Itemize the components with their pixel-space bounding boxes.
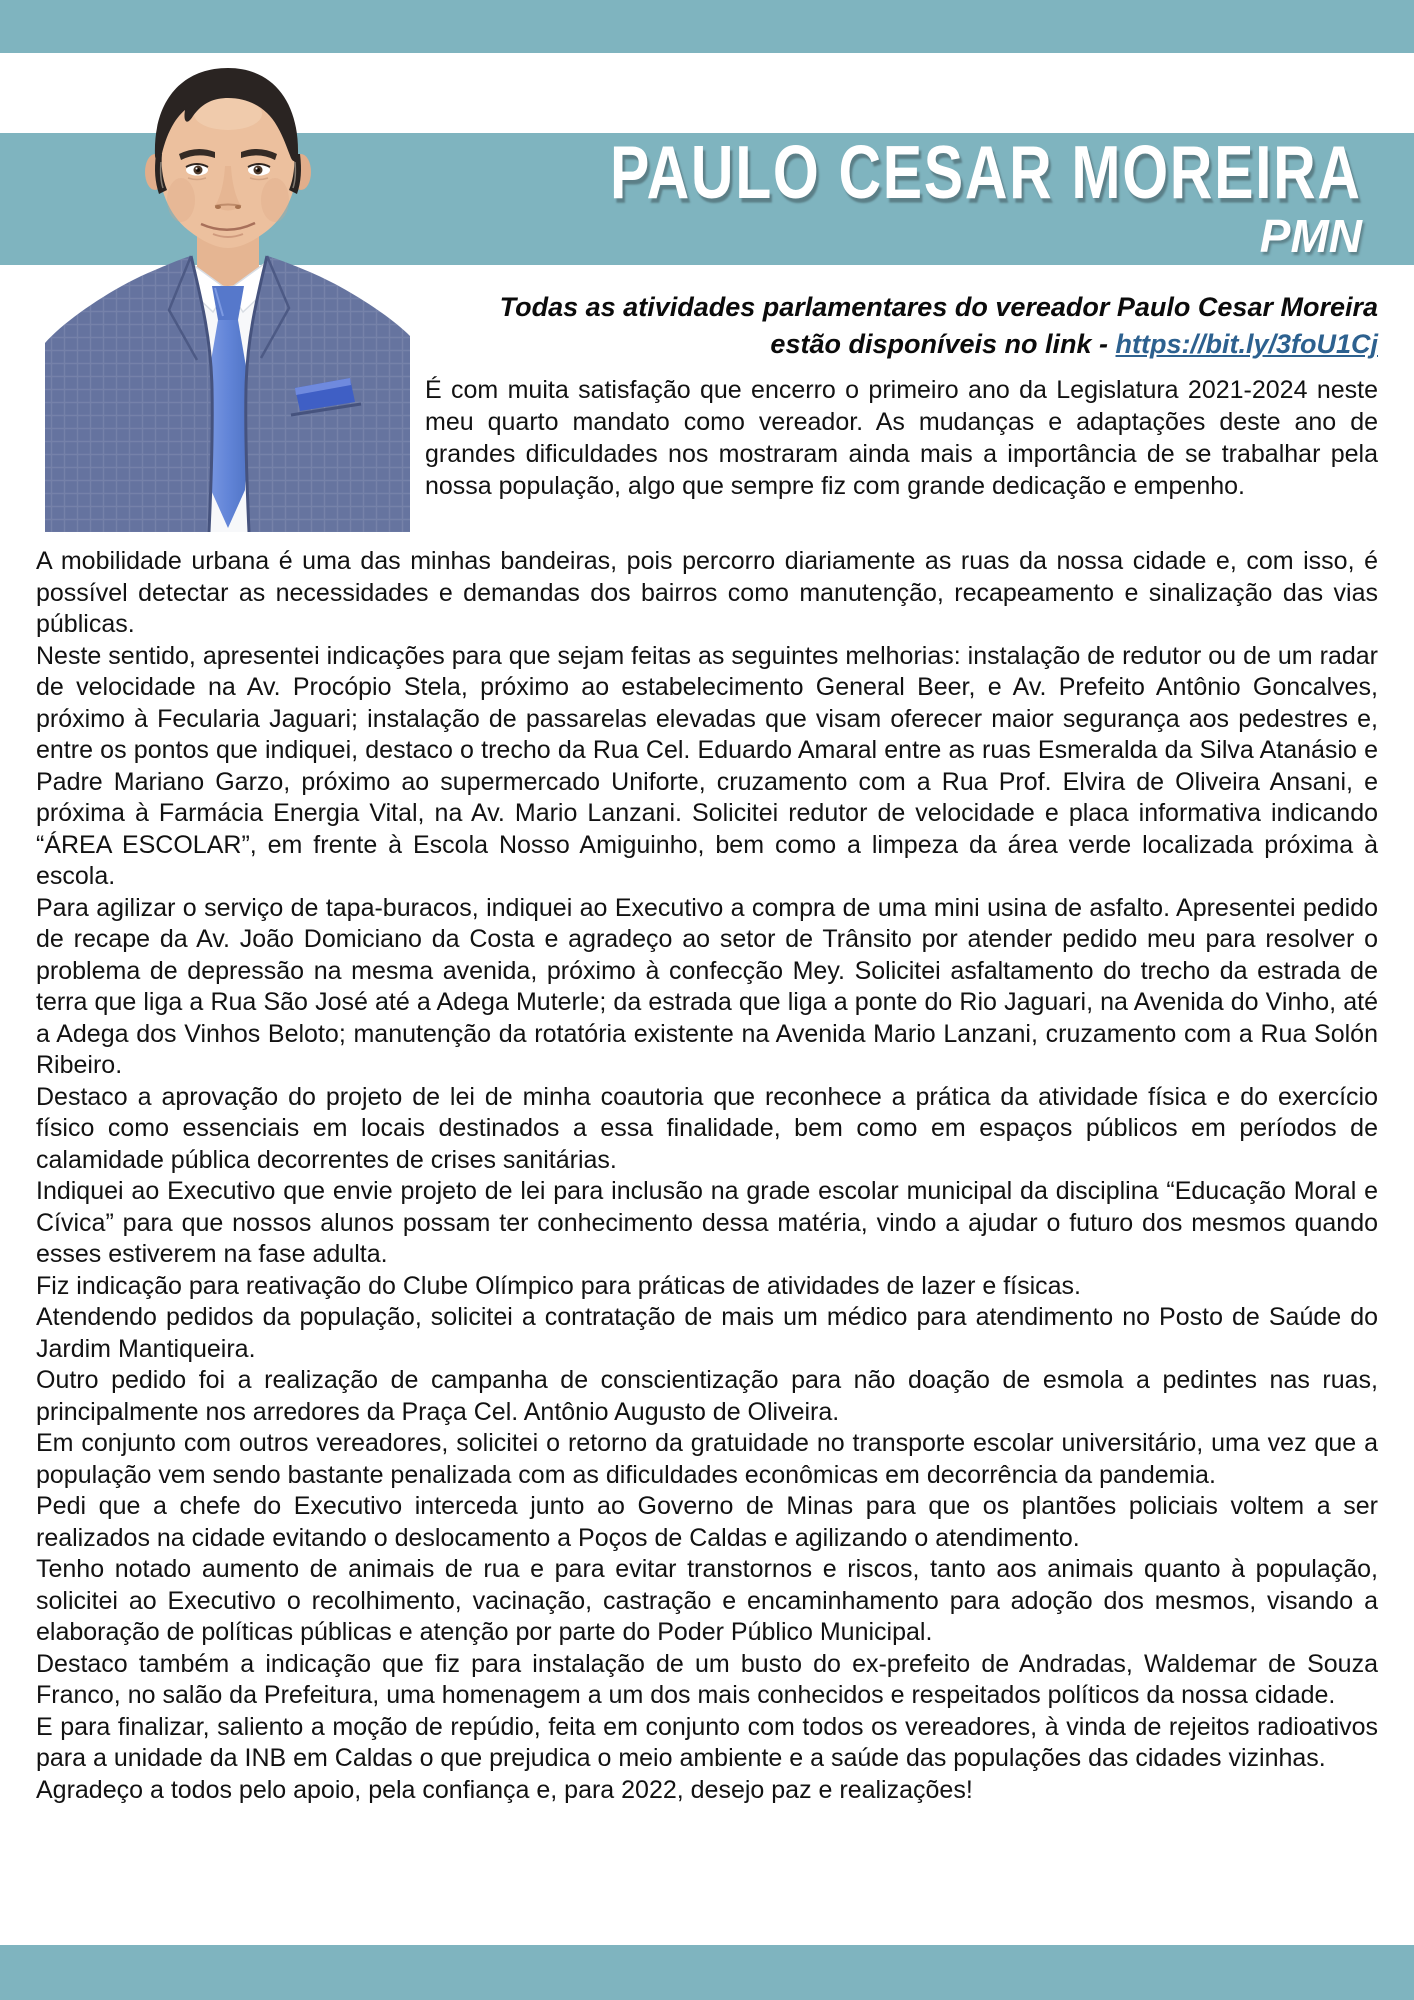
body-paragraph: A mobilidade urbana é uma das minhas bandeiras, pois percorro diariamente as ruas da nossa cidade e, com isso, é possível detectar as necessidades e demandas dos bairros como manutenção, recapeamento e sinalização das vias públicas. xyxy=(36,547,1378,638)
page-title: PAULO CESAR MOREIRA xyxy=(610,130,1362,215)
body-paragraph: Pedi que a chefe do Executivo interceda junto ao Governo de Minas para que os plantões policiais voltem a ser realizados na cidade evitando o deslocamento a Poços de Caldas e agilizando o atendimento. xyxy=(36,1492,1378,1552)
footer-teal-band xyxy=(0,1945,1414,2000)
intro-note xyxy=(420,289,1378,363)
intro-line2 xyxy=(420,326,1378,363)
body-paragraph: E para finalizar, saliento a moção de repúdio, feita em conjunto com todos os vereadores, à vinda de rejeitos radioativos para a unidade da INB em Caldas o que prejudica o meio ambiente e a saúde das populações das cidades vizinhas. xyxy=(36,1712,1378,1772)
body-paragraph: Indiquei ao Executivo que envie projeto de lei para inclusão na grade escolar municipal da disciplina “Educação Moral e Cívica” para que nossos alunos possam ter conhecimento dessa matéria, vindo a ajudar o futuro dos mesmos quando esses estiverem na fase adulta. xyxy=(36,1177,1378,1268)
party-label: PMN xyxy=(1259,209,1362,262)
intro-line1: Todas as atividades parlamentares do vereador Paulo Cesar Moreira xyxy=(499,292,1378,322)
portrait-head xyxy=(145,68,311,248)
body-paragraph: Para agilizar o serviço de tapa-buracos, indiquei ao Executivo a compra de uma mini usina de asfalto. Apresentei pedido de recape da Av. João Domiciano da Costa e agradeço ao setor de Trânsito por atender pedido meu para resolver o problema de depressão na mesma avenida, próximo à confecção Mey. Solicitei asfaltamento do trecho da estrada de terra que liga a Rua São José até a Adega Muterle; da estrada que liga a ponte do Rio Jaguari, na Avenida do Vinho, até a Adega dos Vinhos Beloto; manutenção da rotatória existente na Avenida Mario Lanzani, cruzamento com a Rua Solón Ribeiro. xyxy=(36,893,1378,1079)
body-paragraph: Tenho notado aumento de animais de rua e para evitar transtornos e riscos, tanto aos animais quanto à população, solicitei ao Executivo o recolhimento, vacinação, castração e encaminhamento para adoção dos mesmos, visando a elaboração de políticas públicas e atenção por parte do Poder Público Municipal. xyxy=(36,1555,1378,1646)
portrait-photo xyxy=(45,58,410,532)
body-paragraph: Atendendo pedidos da população, solicitei a contratação de mais um médico para atendimento no Posto de Saúde do Jardim Mantiqueira. xyxy=(36,1303,1378,1363)
top-teal-band xyxy=(0,0,1414,53)
body-paragraph: Em conjunto com outros vereadores, solicitei o retorno da gratuidade no transporte escolar universitário, uma vez que a população vem sendo bastante penalizada com as dificuldades econômicas em decorrência da pandemia. xyxy=(36,1429,1378,1489)
body-paragraph: Neste sentido, apresentei indicações para que sejam feitas as seguintes melhorias: instalação de redutor ou de um radar de velocidade na Av. Procópio Stela, próximo ao estabelecimento General Beer, e Av. Prefeito Antônio Goncalves, próximo à Fecularia Jaguari; instalação de passarelas elevadas que visam oferecer maior segurança aos pedestres e, entre os pontos que indiquei, destaco o trecho da Rua Cel. Eduardo Amaral entre as ruas Esmeralda da Silva Atanásio e Padre Mariano Garzo, próximo ao supermercado Uniforte, cruzamento com a Rua Prof. Elvira de Oliveira Ansani, e próxima à Farmácia Energia Vital, na Av. Mario Lanzani. Solicitei redutor de velocidade e placa informativa indicando “ÁREA ESCOLAR”, em frente à Escola Nosso Amiguinho, bem como a limpeza da área verde localizada próxima à escola. xyxy=(36,641,1378,890)
body-paragraph: Destaco a aprovação do projeto de lei de minha coautoria que reconhece a prática da atividade física e do exercício físico como essenciais em locais destinados a essa finalidade, bem como em espaços públicos em períodos de calamidade pública decorrentes de crises sanitárias. xyxy=(36,1082,1378,1174)
body-paragraph: Agradeço a todos pelo apoio, pela confiança e, para 2022, desejo paz e realizações! xyxy=(36,1775,973,1804)
body-paragraph: Fiz indicação para reativação do Clube Olímpico para práticas de atividades de lazer e físicas. xyxy=(36,1271,1081,1300)
activities-link[interactable]: https://bit.ly/3foU1Cj xyxy=(1115,329,1378,359)
intro-line2-prefix: estão disponíveis no link - xyxy=(770,329,1116,359)
lead-paragraph: É com muita satisfação que encerro o primeiro ano da Legislatura 2021-2024 neste meu quarto mandato como vereador. As mudanças e adaptações deste ano de grandes dificuldades nos mostraram ainda mais a importância de se trabalhar pela nossa população, algo que sempre fiz com grande dedicação e empenho. xyxy=(425,376,1378,500)
body-paragraph: Destaco também a indicação que fiz para instalação de um busto do ex-prefeito de Andradas, Waldemar de Souza Franco, no salão da Prefeitura, uma homenagem a um dos mais conhecidos e respeitados políticos da nossa cidade. xyxy=(36,1649,1378,1709)
body-text xyxy=(36,546,1378,1806)
body-paragraph: Outro pedido foi a realização de campanha de conscientização para não doação de esmola a pedintes nas ruas, principalmente nos arredores da Praça Cel. Antônio Augusto de Oliveira. xyxy=(36,1366,1378,1426)
